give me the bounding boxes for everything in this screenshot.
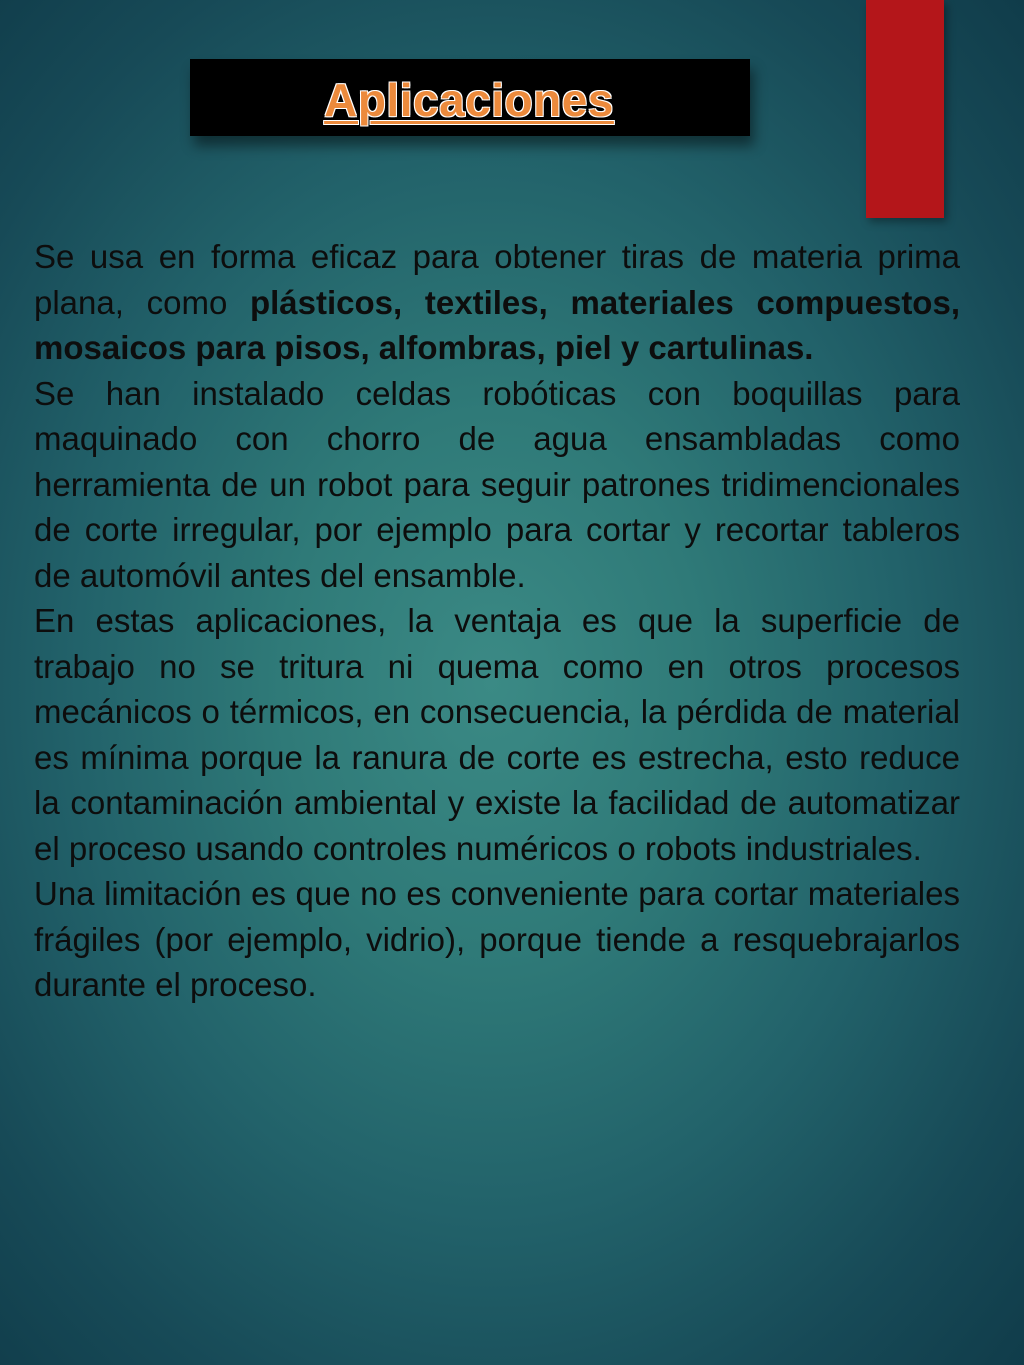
slide-title: Aplicaciones: [324, 73, 614, 126]
paragraph-uses-intro: Se usa en forma eficaz para obtener tiras de materia prima plana, como: [34, 238, 960, 321]
paragraph-limitation: Una limitación es que no es conveniente para cortar materiales frágiles (por ejemplo, vidrio), porque tiende a resquebrajarlos durante el proceso.: [34, 875, 960, 1003]
slide-body: [34, 234, 960, 1008]
paragraph-advantages: En estas aplicaciones, la ventaja es que la superficie de trabajo no se tritura ni quema como en otros procesos mecánicos o térmicos, en consecuencia, la pérdida de material es mínima porque la ranura de corte es estrecha, esto reduce la contaminación ambiental y existe la facilidad de automatizar el proceso usando controles numéricos o robots industriales.: [34, 602, 960, 867]
paragraph-robotic-cells: Se han instalado celdas robóticas con boquillas para maquinado con chorro de agua ensambladas como herramienta de un robot para seguir patrones tridimencionales de corte irregular, por ejemplo para cortar y recortar tableros de automóvil antes del ensamble.: [34, 374, 960, 594]
materials-list: plásticos, textiles, materiales compuestos, mosaicos para pisos, alfombras, piel y cartulinas.: [34, 283, 960, 366]
title-banner: [190, 59, 750, 136]
paragraph-uses: [34, 234, 960, 371]
red-accent-bar: [866, 0, 944, 218]
